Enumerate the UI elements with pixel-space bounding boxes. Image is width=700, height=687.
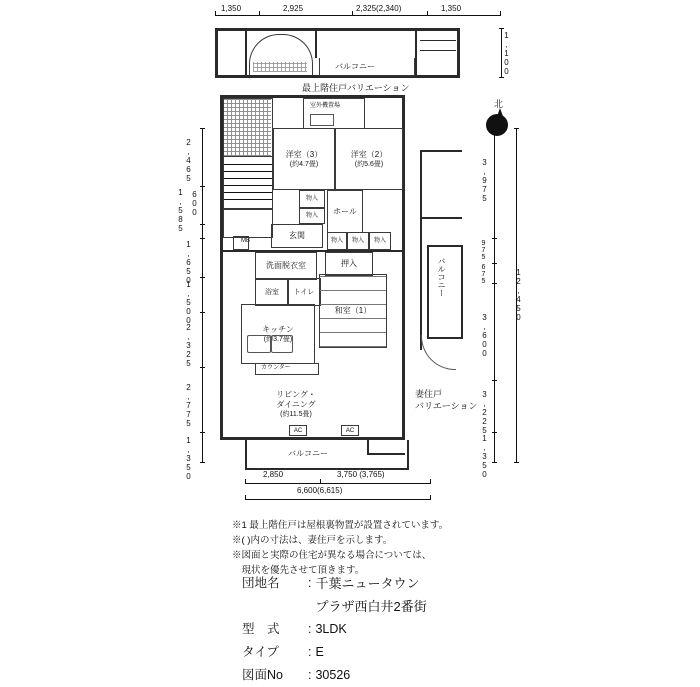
- storage-e: [299, 208, 325, 224]
- dim-left-8: 1,350: [184, 436, 193, 481]
- title-row-zumen: [240, 664, 429, 687]
- left-dimension-band: [176, 128, 210, 481]
- top-variation-label: 最上階住戸バリエーション: [302, 83, 410, 93]
- living-dining-label-1: リビング・: [276, 389, 316, 399]
- landing: [223, 208, 273, 238]
- dim-right-1: 3,975: [480, 158, 489, 203]
- title-row-danchi: [240, 572, 429, 595]
- dim-right-total: 12,450: [514, 268, 523, 322]
- title-key-blank: [240, 595, 306, 618]
- compass-needle: [495, 108, 505, 122]
- hall: [327, 190, 363, 234]
- dim-right-4: 3,600: [480, 313, 489, 358]
- title-key-zumen: 図面No: [242, 668, 283, 682]
- japanese-room-1: [319, 274, 387, 348]
- storage-c-label: 物入: [351, 238, 364, 244]
- right-variation-label-2: バリエーション: [415, 401, 478, 411]
- dim-bottom-2: 3,750 (3,765): [337, 470, 385, 479]
- right-inner-dimension-band: [480, 128, 504, 479]
- dim-right-2: 975: [480, 240, 487, 261]
- title-key-danchi: 団地名: [242, 576, 280, 590]
- dim-left-4: 1,650: [184, 240, 193, 285]
- toilet: [287, 278, 321, 306]
- title-sep-katashiki: :: [308, 622, 312, 636]
- title-table: [240, 572, 429, 687]
- living-dining-label-2: ダイニング: [276, 399, 316, 409]
- entrance: [271, 224, 323, 248]
- dim-right-1100: [492, 28, 512, 78]
- western-room-3-label: 洋室（3）: [285, 149, 323, 159]
- dim-bottom-1: 2,850: [263, 470, 284, 479]
- notes-block: [232, 518, 448, 578]
- title-row-danchi2: [240, 595, 429, 618]
- note-3: ※図面と実際の住宅が異なる場合については、: [232, 550, 432, 561]
- kitchen-size: (約3.7畳): [263, 335, 293, 343]
- title-value-danchi: 千葉ニュータウン: [315, 576, 420, 591]
- meter-box: [233, 236, 249, 250]
- bottom-dimension-band: [245, 470, 430, 508]
- right-door-swing: [421, 335, 456, 370]
- dim-right-5: 3,225: [480, 390, 489, 435]
- title-row-type: [240, 618, 429, 641]
- dim-top-1: 1,350: [221, 4, 242, 13]
- toilet-label: トイレ: [293, 288, 315, 296]
- counter-label: カウンター: [261, 365, 291, 371]
- western-room-2: [335, 128, 403, 190]
- dim-left-2: 1,585: [176, 188, 185, 233]
- stove-icon: [247, 335, 271, 353]
- right-service-wall-top: [420, 150, 462, 152]
- ac-1: [289, 425, 307, 436]
- dim-top-3: 2,325(2,340): [356, 4, 402, 13]
- western-room-2-label: 洋室（2）: [350, 149, 388, 159]
- stairwell-outline: [223, 98, 273, 210]
- storage-b: [327, 232, 347, 250]
- note-2: ※( )内の寸法は、妻住戸を示します。: [232, 535, 393, 546]
- right-service-wall: [420, 150, 422, 350]
- top-variation-plan: [215, 28, 460, 78]
- dim-left-3: 600: [190, 190, 199, 217]
- attic-hatch: [253, 62, 307, 72]
- dim-top-4: 1,350: [441, 4, 462, 13]
- compass-label: 北: [494, 99, 504, 109]
- right-variation-label: [415, 390, 477, 411]
- storage-b-label: 物入: [330, 238, 343, 244]
- balcony-main-label: バルコニー: [288, 449, 328, 458]
- title-key-katashiki: 型 式: [242, 622, 280, 636]
- title-row-taipu: [240, 641, 429, 664]
- outdoor-unit-space: [303, 98, 365, 130]
- entrance-label: 玄関: [289, 231, 305, 240]
- balcony-top-label: バルコニー: [335, 62, 375, 71]
- storage-e-label: 物入: [305, 213, 318, 219]
- balcony-main-step2: [367, 453, 405, 455]
- ac-1-label: AC: [293, 427, 303, 434]
- dim-right-6: 1,350: [480, 434, 489, 479]
- storage-d: [369, 232, 391, 250]
- storage-c: [347, 232, 369, 250]
- title-value-danchi2: プラザ西白井2番街: [315, 599, 427, 614]
- storage-a: [299, 190, 325, 208]
- kitchen: [241, 304, 315, 364]
- title-value-zumen: 30526: [315, 668, 351, 682]
- washroom-label: 洗面脱衣室: [266, 261, 306, 270]
- title-sep-danchi: :: [308, 576, 312, 590]
- storage-d-label: 物入: [373, 238, 386, 244]
- balcony-right-label: バルコニー: [437, 257, 446, 297]
- dim-right-1100-text: 1,100: [502, 31, 511, 76]
- title-sep-taipu: :: [308, 645, 312, 659]
- storage-a-label: 物入: [305, 196, 318, 202]
- ac-2: [341, 425, 359, 436]
- outdoor-unit: [310, 114, 334, 126]
- living-dining-size: (約11.5畳): [280, 410, 312, 418]
- oshiire-label: 押入: [341, 259, 357, 268]
- note-1: ※1 最上階住戸は屋根裏物置が設置されています。: [232, 520, 449, 531]
- title-value-taipu: E: [315, 645, 324, 659]
- dim-left-1: 2,465: [184, 138, 193, 183]
- title-sep-zumen: :: [308, 668, 312, 682]
- western-room-3: [273, 128, 335, 190]
- top-dimension-band: [215, 4, 500, 20]
- western-room-2-size: (約5.6畳): [354, 160, 384, 168]
- meter-box-label: MB: [241, 238, 250, 244]
- western-room-3-size: (約4.7畳): [289, 160, 319, 168]
- bathroom-label: 浴室: [265, 288, 279, 296]
- bathroom: [255, 278, 289, 306]
- dim-bottom-total: 6,600(6,615): [297, 486, 343, 495]
- washroom: [255, 252, 317, 280]
- hall-label: ホール: [333, 207, 357, 216]
- right-total-dimension-band: [508, 128, 530, 462]
- dim-top-2: 2,925: [283, 4, 304, 13]
- sink-icon: [271, 335, 293, 353]
- outdoor-unit-space-label: 室外機置場: [310, 103, 341, 109]
- kitchen-label: キッチン: [262, 324, 294, 334]
- dim-right-3: 675: [480, 264, 487, 285]
- dim-left-6: 2,325: [184, 323, 193, 368]
- title-key-taipu: タイプ: [242, 645, 279, 659]
- oshiire: [325, 252, 373, 276]
- dim-left-5: 1,500: [184, 280, 193, 325]
- right-service-wall-mid: [420, 217, 462, 219]
- title-sep-blank: [306, 595, 313, 618]
- dim-left-7: 2,775: [184, 383, 193, 428]
- title-block: [240, 572, 429, 687]
- right-variation-label-1: 妻住戸: [415, 389, 443, 399]
- balcony-main-step: [367, 440, 369, 454]
- ac-2-label: AC: [345, 427, 355, 434]
- title-value-katashiki: 3LDK: [315, 622, 347, 636]
- japanese-room-1-label: 和室（1）: [334, 306, 372, 315]
- note-4: 現状を優先させて頂きます。: [232, 565, 365, 576]
